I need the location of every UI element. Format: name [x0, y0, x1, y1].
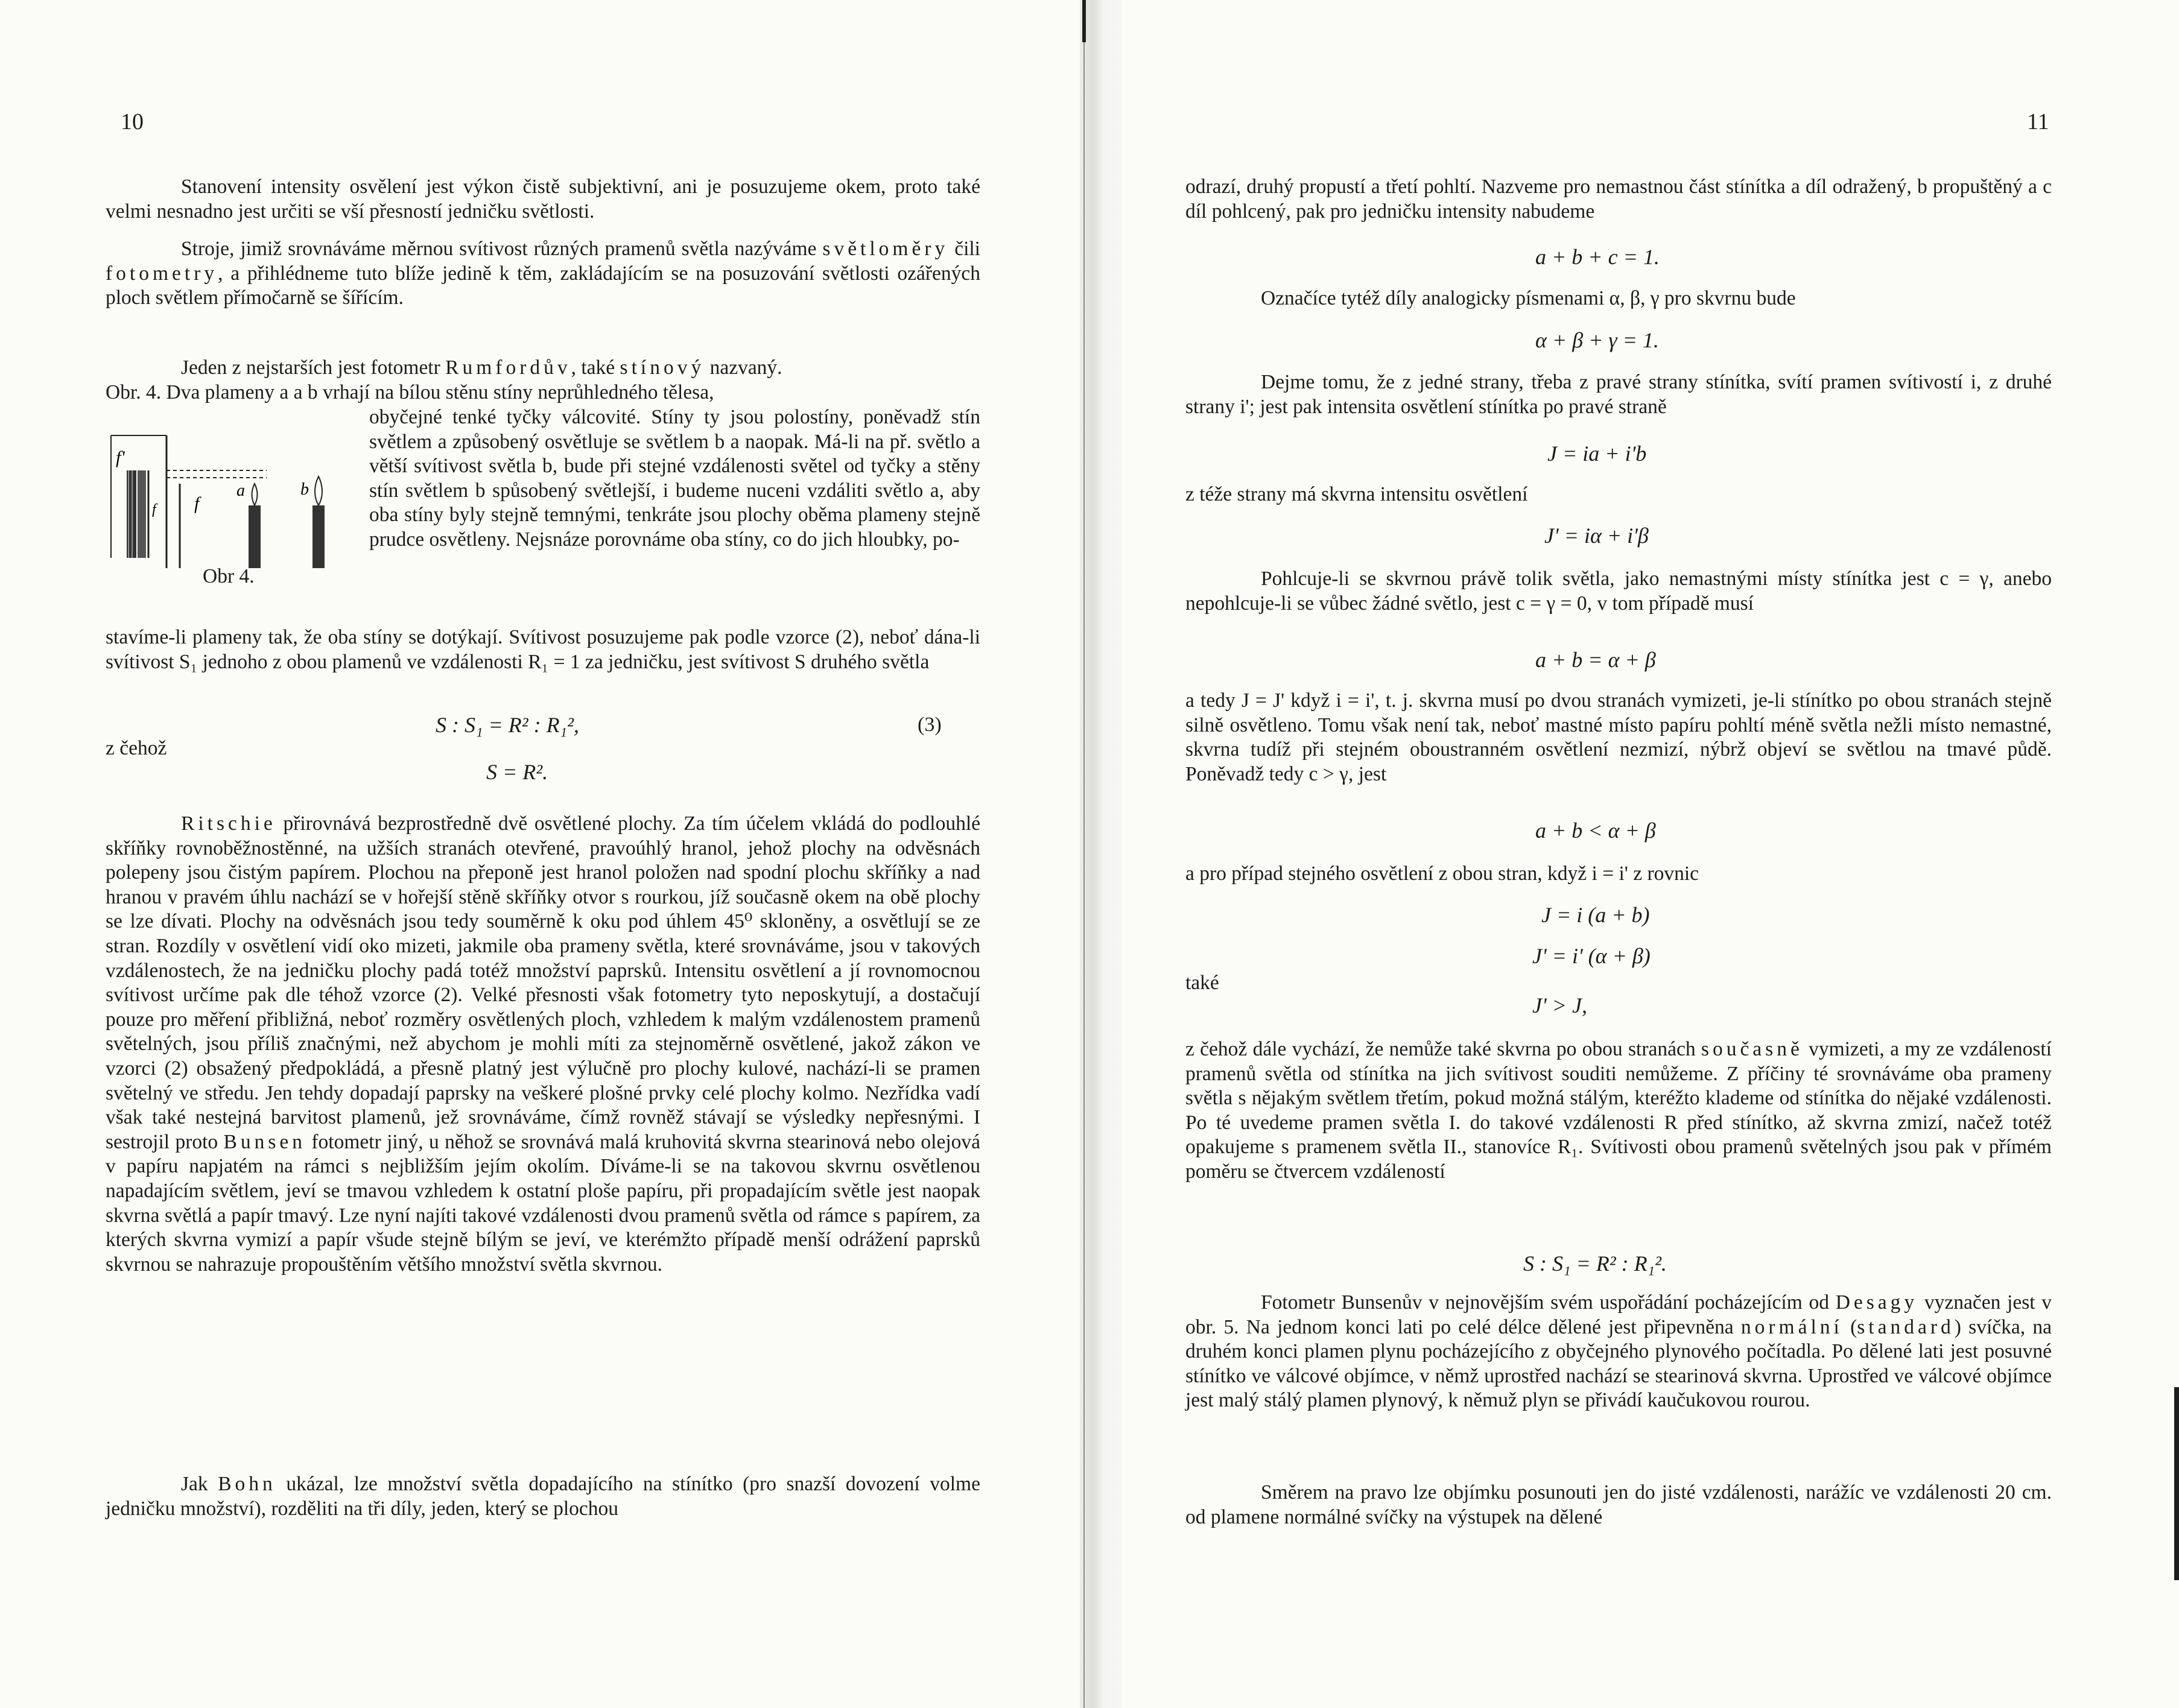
equation-J-i: J = i (a + b): [1541, 903, 1650, 927]
paragraph-ritschie-bunsen: Ritschie přirovnává bezprostředně dvě osvětlené plochy. Za tím účelem vkládá do podlouhlé skříňky rovnoběžnostěnné, na užších stranách otevřené, pravoúhlý hranol, jehož plochy na odvěsnách polepeny jsou čistým papírem. Plochou na přeponě jest hranol položen nad spodní plochu skříňky a nad hranou v pravém úhlu nachází se v hořejší stěně skříňky otvor s rourkou, jíž současně okem na obě plochy se lze dívati. Plochy na odvěsnách jsou tedy souměrně k oku pod úhlem 45⁰ skloněny, a osvětlují se ze stran. Rozdíly v osvětlení vidí oko mizeti, jakmile oba prameny světla, které srovnáváme, jsou v takových vzdálenostech, že na jedničku plochy padá totéž množství paprsků. Intensitu osvětlení a jí rovnomocnou svítivost určíme pak dle téhož vzorce (2). Velké přesnosti však fotometry tyto neposkytují, a dostačují pouze pro měření přibližná, neboť rozměry osvětlených ploch, vzhledem k malým vzdálenostem pramenů světelných, jsou příliš značnými, než abychom je mohli míti za stejnoměrně osvětlené, jakož zákon ve vzorci (2) obsažený předpokládá, a přesně platný jest výlučně pro plochy kulové, nachází-li se pramen světelný ve středu. Jen tehdy dopadají paprsky na veškeré plošné prvky celé plochy kolmo. Nezřídka vadí však také nestejná barvitost plamenů, jež srovnáváme, čímž rovněž stávají se výsledky nepřesnými. I sestrojil proto Bunsen fotometr jiný, u něhož se srovnává malá kruhovitá skvrna stearinová nebo olejová v papíru napjatém na rámci s nejbližším jejím okolím. Díváme-li se na takovou skvrnu osvětlenou napadajícím světlem, jeví se tmavou vzhledem k ostatní ploše papíru, při propadajícím světle jest naopak skvrna světlá a papír tmavý. Lze nyní najíti takové vzdálenosti dvou pramenů světla od rámce s papírem, za kterých skvrna vymizí a papír všude stejně bílým se jeví, ve kterémžto případě menší odrážení paprsků skvrnou se nahrazuje propouštěním většího množství světla skvrnou.: [106, 812, 981, 1276]
fig-label-f-small: f: [152, 502, 156, 517]
paragraph-r5: Pohlcuje-li se skvrnou právě tolik světla, jako nemastnými místy stínítka jest c = γ, anebo nepohlcuje-li se vůbec žádné světlo, jest c = γ = 0, v tom případě musí: [1185, 568, 2052, 615]
page-number-right: 11: [2027, 109, 2049, 134]
paragraph-r8: z čehož dále vychází, že nemůže také skvrna po obou stranách současně vymizeti, a my ze vzdáleností pramenů světla od stínítka na jich svítivost souditi nemůžeme. Z příčiny té srovnáváme oba prameny světla s nějakým světlem třetím, pokud možná stálým, kteréžto klademe od stínítka do nějaké vzdálenosti. Po té uvedeme pramen světla I. do takové vzdálenosti R před stínítko, až skvrna zmizí, načež totéž opakujeme s pramenem světla II., stanovíce R₁. Svítivosti obou pramenů světelných jsou pak v přímém poměru se čtvercem vzdáleností: [1185, 1038, 2052, 1183]
label-take: také: [1185, 972, 1219, 994]
equation-3-number: (3): [918, 713, 942, 736]
paragraph-bohn: Jak Bohn ukázal, lze množství světla dopadajícího na stínítko (pro snazší dovození volme jedničku množství), rozděliti na tři díly, jeden, který se plochou: [106, 1473, 980, 1520]
equation-J-prime-i: J' = i' (α + β): [1532, 944, 1651, 968]
fig-label-f-prime: f': [116, 448, 125, 467]
page-edge-shadow: [2174, 1387, 2179, 1580]
label-z-cehoz: z čehož: [106, 737, 167, 759]
paragraph-r2: Označíce tytéž díly analogicky písmenami α, β, γ pro skvrnu bude: [1261, 287, 1796, 309]
equation-J: J = ia + i'b: [1547, 441, 1647, 466]
paragraph-r6: a tedy J = J' když i = i', t. j. skvrna musí po dvou stranách vymizeti, je-li stínítko po obou stranách stejně silně osvětleno. Tomu však není tak, neboť mastné místo papíru pohltí méně světla nežli místo nemastné, skvrna tudíž při stejném oboustranném osvětlení nezmizí, nýbrž objeví se světlou na tmavé půdě. Poněvadž tedy c > γ, jest: [1185, 689, 2052, 785]
fig-label-a: a: [236, 481, 245, 500]
figure-4-rumford-photometer: [109, 428, 347, 576]
paragraph-figure-line: Obr. 4. Dva plameny a a b vrhají na bílou stěnu stíny neprůhledného tělesa,: [106, 381, 714, 403]
equation-alpha-beta-gamma: α + β + γ = 1.: [1535, 328, 1659, 352]
gutter-shadow: [1082, 0, 1086, 42]
paragraph-figure-wrap: obyčejné tenké tyčky válcovité. Stíny ty jsou polostíny, poněvadž stín světlem a způsobený osvětluje se světlem b a naopak. Má-li na př. světlo a větší svítivost světla b, bude při stejné vzdálenosti světel od tyčky a stěny stín světlem b spůsobený světlejší, i budeme nuceni vzdáliti světlo a, aby oba stíny byly stejně temnými, tenkráte jsou plochy oběma plameny stejně prudce osvětleny. Nejsnáze porovnáme oba stíny, co do jich hloubky, po-: [369, 406, 980, 551]
paragraph-r3: Dejme tomu, že z jedné strany, třeba z pravé strany stínítka, svítí pramen svítivostí i, z druhé strany i'; jest pak intensita osvětlení stínítka po pravé straně: [1185, 371, 2052, 418]
book-spine: [1080, 0, 1122, 1708]
fig-label-b: b: [300, 480, 309, 499]
paragraph-rumford: Jeden z nejstarších jest fotometr Rumfordův, také stínový nazvaný.: [181, 356, 782, 379]
equation-inequality: a + b < α + β: [1535, 818, 1656, 843]
paragraph-r1: odrazí, druhý propustí a třetí pohltí. Nazveme pro nemastnou část stínítka a díl odražený, b propuštěný a c díl pohlcený, pak pro jedničku intensity nabudeme: [1185, 176, 2052, 223]
page-number-left: 10: [121, 109, 144, 134]
paragraph-svitivost: stavíme-li plameny tak, že oba stíny se dotýkají. Svítivost posuzujeme pak podle vzorce (2), neboť dána-li svítivost S₁ jednoho z obou plamenů ve vzdálenosti R₁ = 1 za jedničku, jest svítivost S druhého světla: [106, 626, 980, 673]
equation-a-plus-b: a + b = α + β: [1535, 648, 1656, 672]
equation-J-greater: J' > J,: [1532, 993, 1587, 1017]
equation-J-prime: J' = iα + i'β: [1544, 523, 1649, 548]
figure-4-caption: Obr 4.: [203, 565, 255, 587]
paragraph-photometers: Stroje, jimiž srovnáváme měrnou svítivost různých pramenů světla nazýváme světloměry čili fotometry, a přihlédneme tuto blíže jedině k těm, zakládajícím se na posuzování světlosti ozářených ploch světlem přímočarně se šířícím.: [106, 238, 980, 309]
paragraph-r7: a pro případ stejného osvětlení z obou stran, když i = i' z rovnic: [1185, 862, 1699, 885]
equation-3: S : S₁ = R² : R₁²,: [436, 713, 579, 737]
equation-3b: S = R².: [486, 760, 548, 784]
gutter-line: [1083, 0, 1085, 1708]
equation-S-R: S : S₁ = R² : R₁².: [1523, 1251, 1667, 1276]
paragraph-r9: Fotometr Bunsenův v nejnovějším svém uspořádání pocházejícím od Desagy vyznačen jest v obr. 5. Na jednom konci lati po celé délce dělené jest připevněna normální (standard) svíčka, na druhém konci plamen plynu pocházejícího z obyčejného plynového počítadla. Po dělené lati jest posuvné stínítko ve válcové objímce, v němž uprostřed nachází se stearinová skvrna. Uprostřed ve válcové objímce jest malý stálý plamen plynový, k němuž plyn se přivádí kaučukovou rourou.: [1185, 1291, 2052, 1412]
fig-label-f: f: [194, 493, 200, 513]
paragraph-intro: Stanovení intensity osvělení jest výkon čistě subjektivní, ani je posuzujeme okem, proto také velmi nesnadno jest určiti se vší přesností jedničku světlosti.: [106, 176, 980, 223]
paragraph-r10: Směrem na pravo lze objímku posunouti jen do jisté vzdálenosti, narážíc ve vzdálenosti 20 cm. od plamene normálné svíčky na výstupek na dělené: [1185, 1481, 2052, 1528]
paragraph-r4: z téže strany má skvrna intensitu osvětlení: [1185, 483, 1528, 505]
equation-abc: a + b + c = 1.: [1535, 245, 1660, 269]
